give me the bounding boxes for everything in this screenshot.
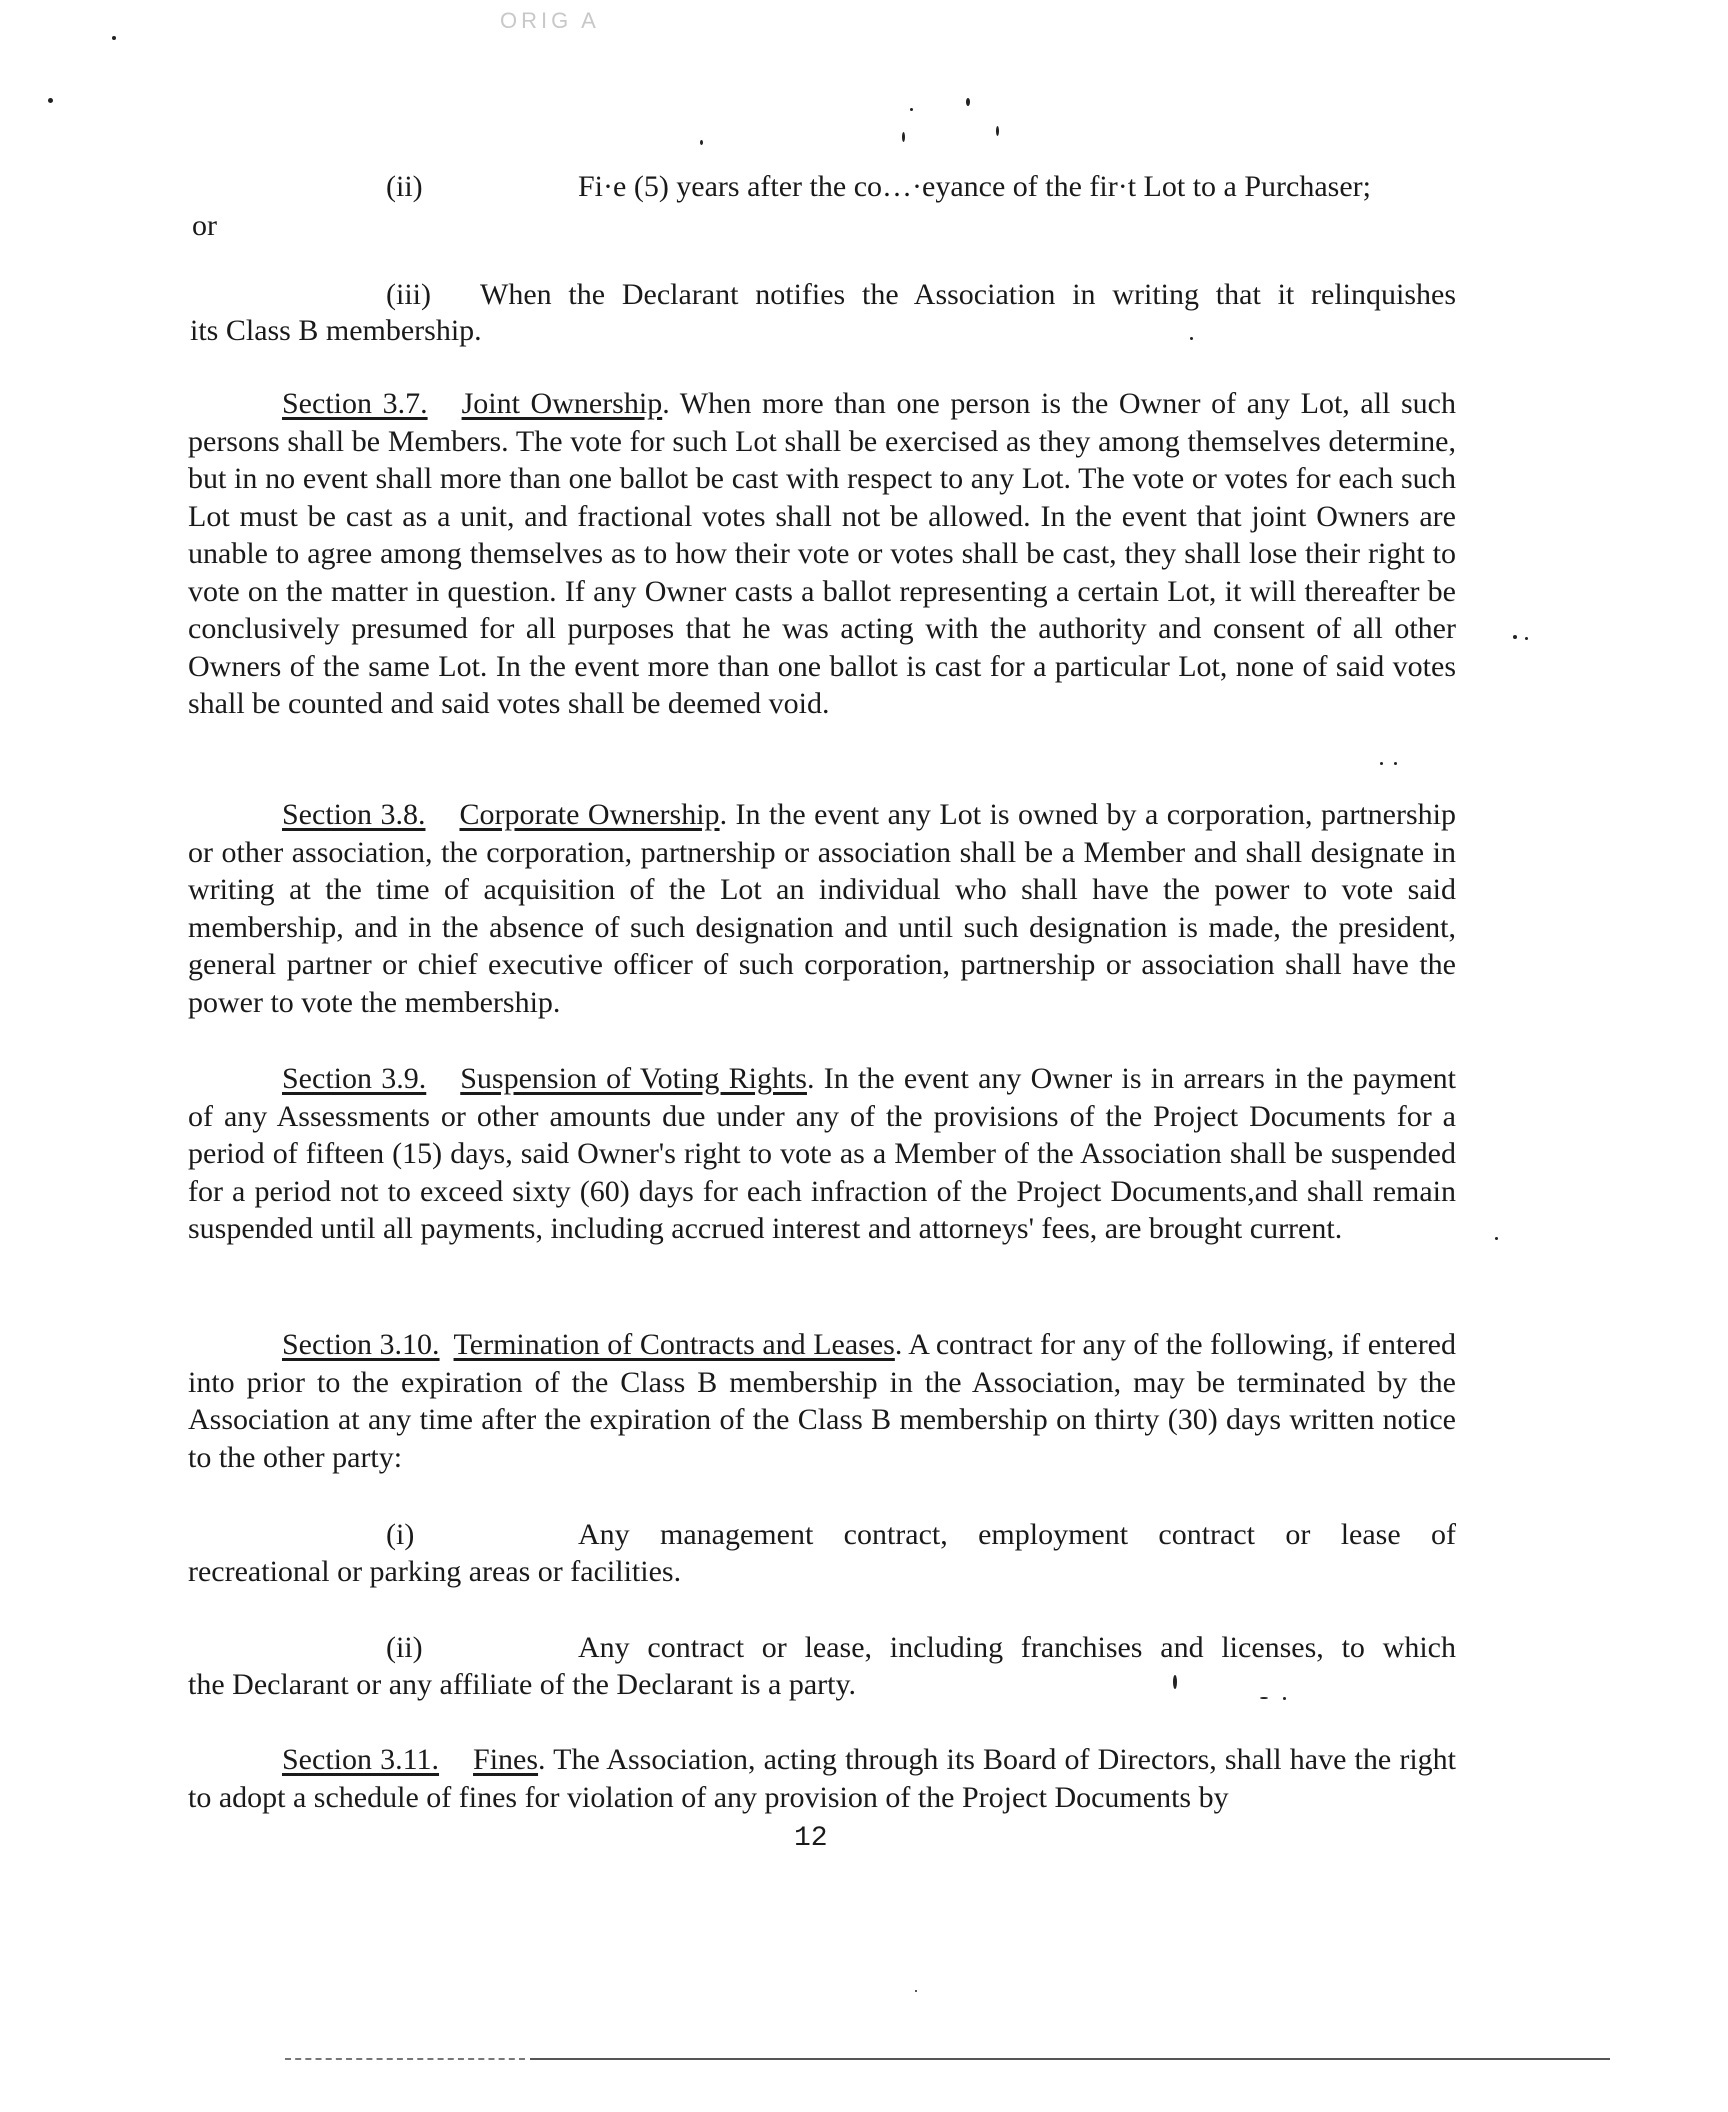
section-number: Section 3.8. [282, 798, 426, 831]
scan-speck [1495, 1237, 1498, 1240]
scan-speck [966, 98, 970, 106]
section-number: Section 3.10. [282, 1328, 440, 1361]
section-title: Termination of Contracts and Leases [453, 1328, 895, 1361]
faint-stamp: ORIG A [500, 8, 600, 33]
scan-speck [112, 36, 116, 40]
scan-speck [1190, 337, 1193, 340]
enum-label: (ii) [386, 170, 423, 203]
section-3-10: Section 3.10. Termination of Contracts and Leases. A contract for any of the following, if entered into prior to the expiration of the Class B membership in the Association, may be terminated by the Association at any time after the expiration of the Class B membership on thirty (30) days written notice to the other party: [188, 1328, 1456, 1474]
scan-speck [1260, 1697, 1268, 1699]
scan-speck [996, 126, 999, 136]
scan-speck [915, 1990, 917, 1992]
enum-text: Any contract or lease, including franchises and licenses, to which [578, 1631, 1456, 1664]
scan-speck [1513, 635, 1517, 639]
enum-continuation: its Class B membership. [190, 314, 482, 347]
scan-speck [700, 140, 703, 145]
section-title: Suspension of Voting Rights [460, 1062, 807, 1095]
scan-speck [1525, 637, 1528, 640]
enum-text: When the Declarant notifies the Association in writing that it relinquishes [480, 278, 1456, 311]
scan-speck [1173, 1675, 1177, 1689]
scan-speck [1283, 1697, 1286, 1700]
section-3-9: Section 3.9. Suspension of Voting Rights. In the event any Owner is in arrears in the payment of any Assessments or other amounts due under any of the provisions of the Project Documents for a period of fifteen (15) days, said Owner's right to vote as a Member of the Association shall be suspended for a period not to exceed sixty (60) days for each infraction of the Project Documents,and shall remain suspended until all payments, including accrued interest and attorneys' fees, are brought current. [188, 1062, 1456, 1245]
section-title: Corporate Ownership [459, 798, 720, 831]
enum-continuation: the Declarant or any affiliate of the Declarant is a party. [188, 1668, 857, 1701]
section-title: Joint Ownership [461, 387, 663, 420]
enum-text: Any management contract, employment contract or lease of [578, 1518, 1456, 1551]
section-3-7: Section 3.7. Joint Ownership. When more than one person is the Owner of any Lot, all such persons shall be Members. The vote for such Lot shall be exercised as they among themselves determine, but in no event shall more than one ballot be cast with respect to any Lot. The vote or votes for each such Lot must be cast as a unit, and fractional votes shall not be allowed. In the event that joint Owners are unable to agree among themselves as to how their vote or votes shall be cast, they shall lose their right to vote on the matter in question. If any Owner casts a ballot representing a certain Lot, it will thereafter be conclusively presumed for all purposes that he was acting with the authority and consent of all other Owners of the same Lot. In the event more than one ballot is cast for a particular Lot, none of said votes shall be counted and said votes shall be deemed void. [188, 387, 1456, 720]
scan-speck [48, 98, 53, 103]
scan-speck [1380, 762, 1383, 765]
section-body: In the event any Lot is owned by a corporation, partnership or other association, the corporation, partnership or association shall be a Member and shall designate in writing at the time of acquisition of the Lot an individual who shall have the power to vote said membership, and in the absence of such designation and until such designation is made, the president, general partner or chief executive officer of such corporation, partnership or association shall have the power to vote the membership. [188, 798, 1456, 1019]
section-number: Section 3.9. [282, 1062, 427, 1095]
section-3-11: Section 3.11. Fines. The Association, acting through its Board of Directors, shall have the right to adopt a schedule of fines for violation of any provision of the Project Documents by [188, 1743, 1456, 1814]
section-body: A contract for any of the following, if entered into prior to the expiration of the Class B membership in the Association, may be terminated by the Association at any time after the expiration of the Class B membership on thirty (30) days written notice to the other party: [188, 1328, 1456, 1474]
page-number: 12 [794, 1823, 828, 1854]
enum-text: Fi·e (5) years after the co…·eyance of the fir·t Lot to a Purchaser; [578, 170, 1371, 203]
enum-label: (i) [386, 1518, 415, 1551]
section-number: Section 3.11. [282, 1743, 440, 1776]
section-body: In the event any Owner is in arrears in the payment of any Assessments or other amounts due under any of the provisions of the Project Documents for a period of fifteen (15) days, said Owner's right to vote as a Member of the Association shall be suspended for a period not to exceed sixty (60) days for each infraction of the Project Documents,and shall remain suspended until all payments, including accrued interest and attorneys' fees, are brought current. [188, 1062, 1456, 1245]
enum-continuation: recreational or parking areas or facilities. [188, 1555, 682, 1588]
scan-speck [910, 108, 913, 111]
section-body: When more than one person is the Owner of any Lot, all such persons shall be Members. The vote for such Lot shall be exercised as they among themselves determine, but in no event shall more than one ballot be cast with respect to any Lot. The vote or votes for each such Lot must be cast as a unit, and fractional votes shall not be allowed. In the event that joint Owners are unable to agree among themselves as to how their vote or votes shall be cast, they shall lose their right to vote on the matter in question. If any Owner casts a ballot representing a certain Lot, it will thereafter be conclusively presumed for all purposes that he was acting with the authority and consent of all other Owners of the same Lot. In the event more than one ballot is cast for a particular Lot, none of said votes shall be counted and said votes shall be deemed void. [188, 387, 1456, 720]
section-number: Section 3.7. [282, 387, 428, 420]
scan-speck [902, 132, 905, 142]
scan-rule [285, 2058, 525, 2062]
enum-label: (ii) [386, 1631, 423, 1664]
section-3-8: Section 3.8. Corporate Ownership. In the event any Lot is owned by a corporation, partnership or other association, the corporation, partnership or association shall be a Member and shall designate in writing at the time of acquisition of the Lot an individual who shall have the power to vote said membership, and in the absence of such designation and until such designation is made, the president, general partner or chief executive officer of such corporation, partnership or association shall have the power to vote the membership. [188, 798, 1456, 1019]
scan-rule [530, 2058, 1610, 2060]
trailing-conjunction: or [192, 209, 217, 242]
scan-speck [1394, 762, 1397, 765]
enum-label: (iii) [386, 278, 431, 311]
section-body: The Association, acting through its Board of Directors, shall have the right to adopt a schedule of fines for violation of any provision of the Project Documents by [188, 1743, 1456, 1814]
section-title: Fines [473, 1743, 539, 1776]
